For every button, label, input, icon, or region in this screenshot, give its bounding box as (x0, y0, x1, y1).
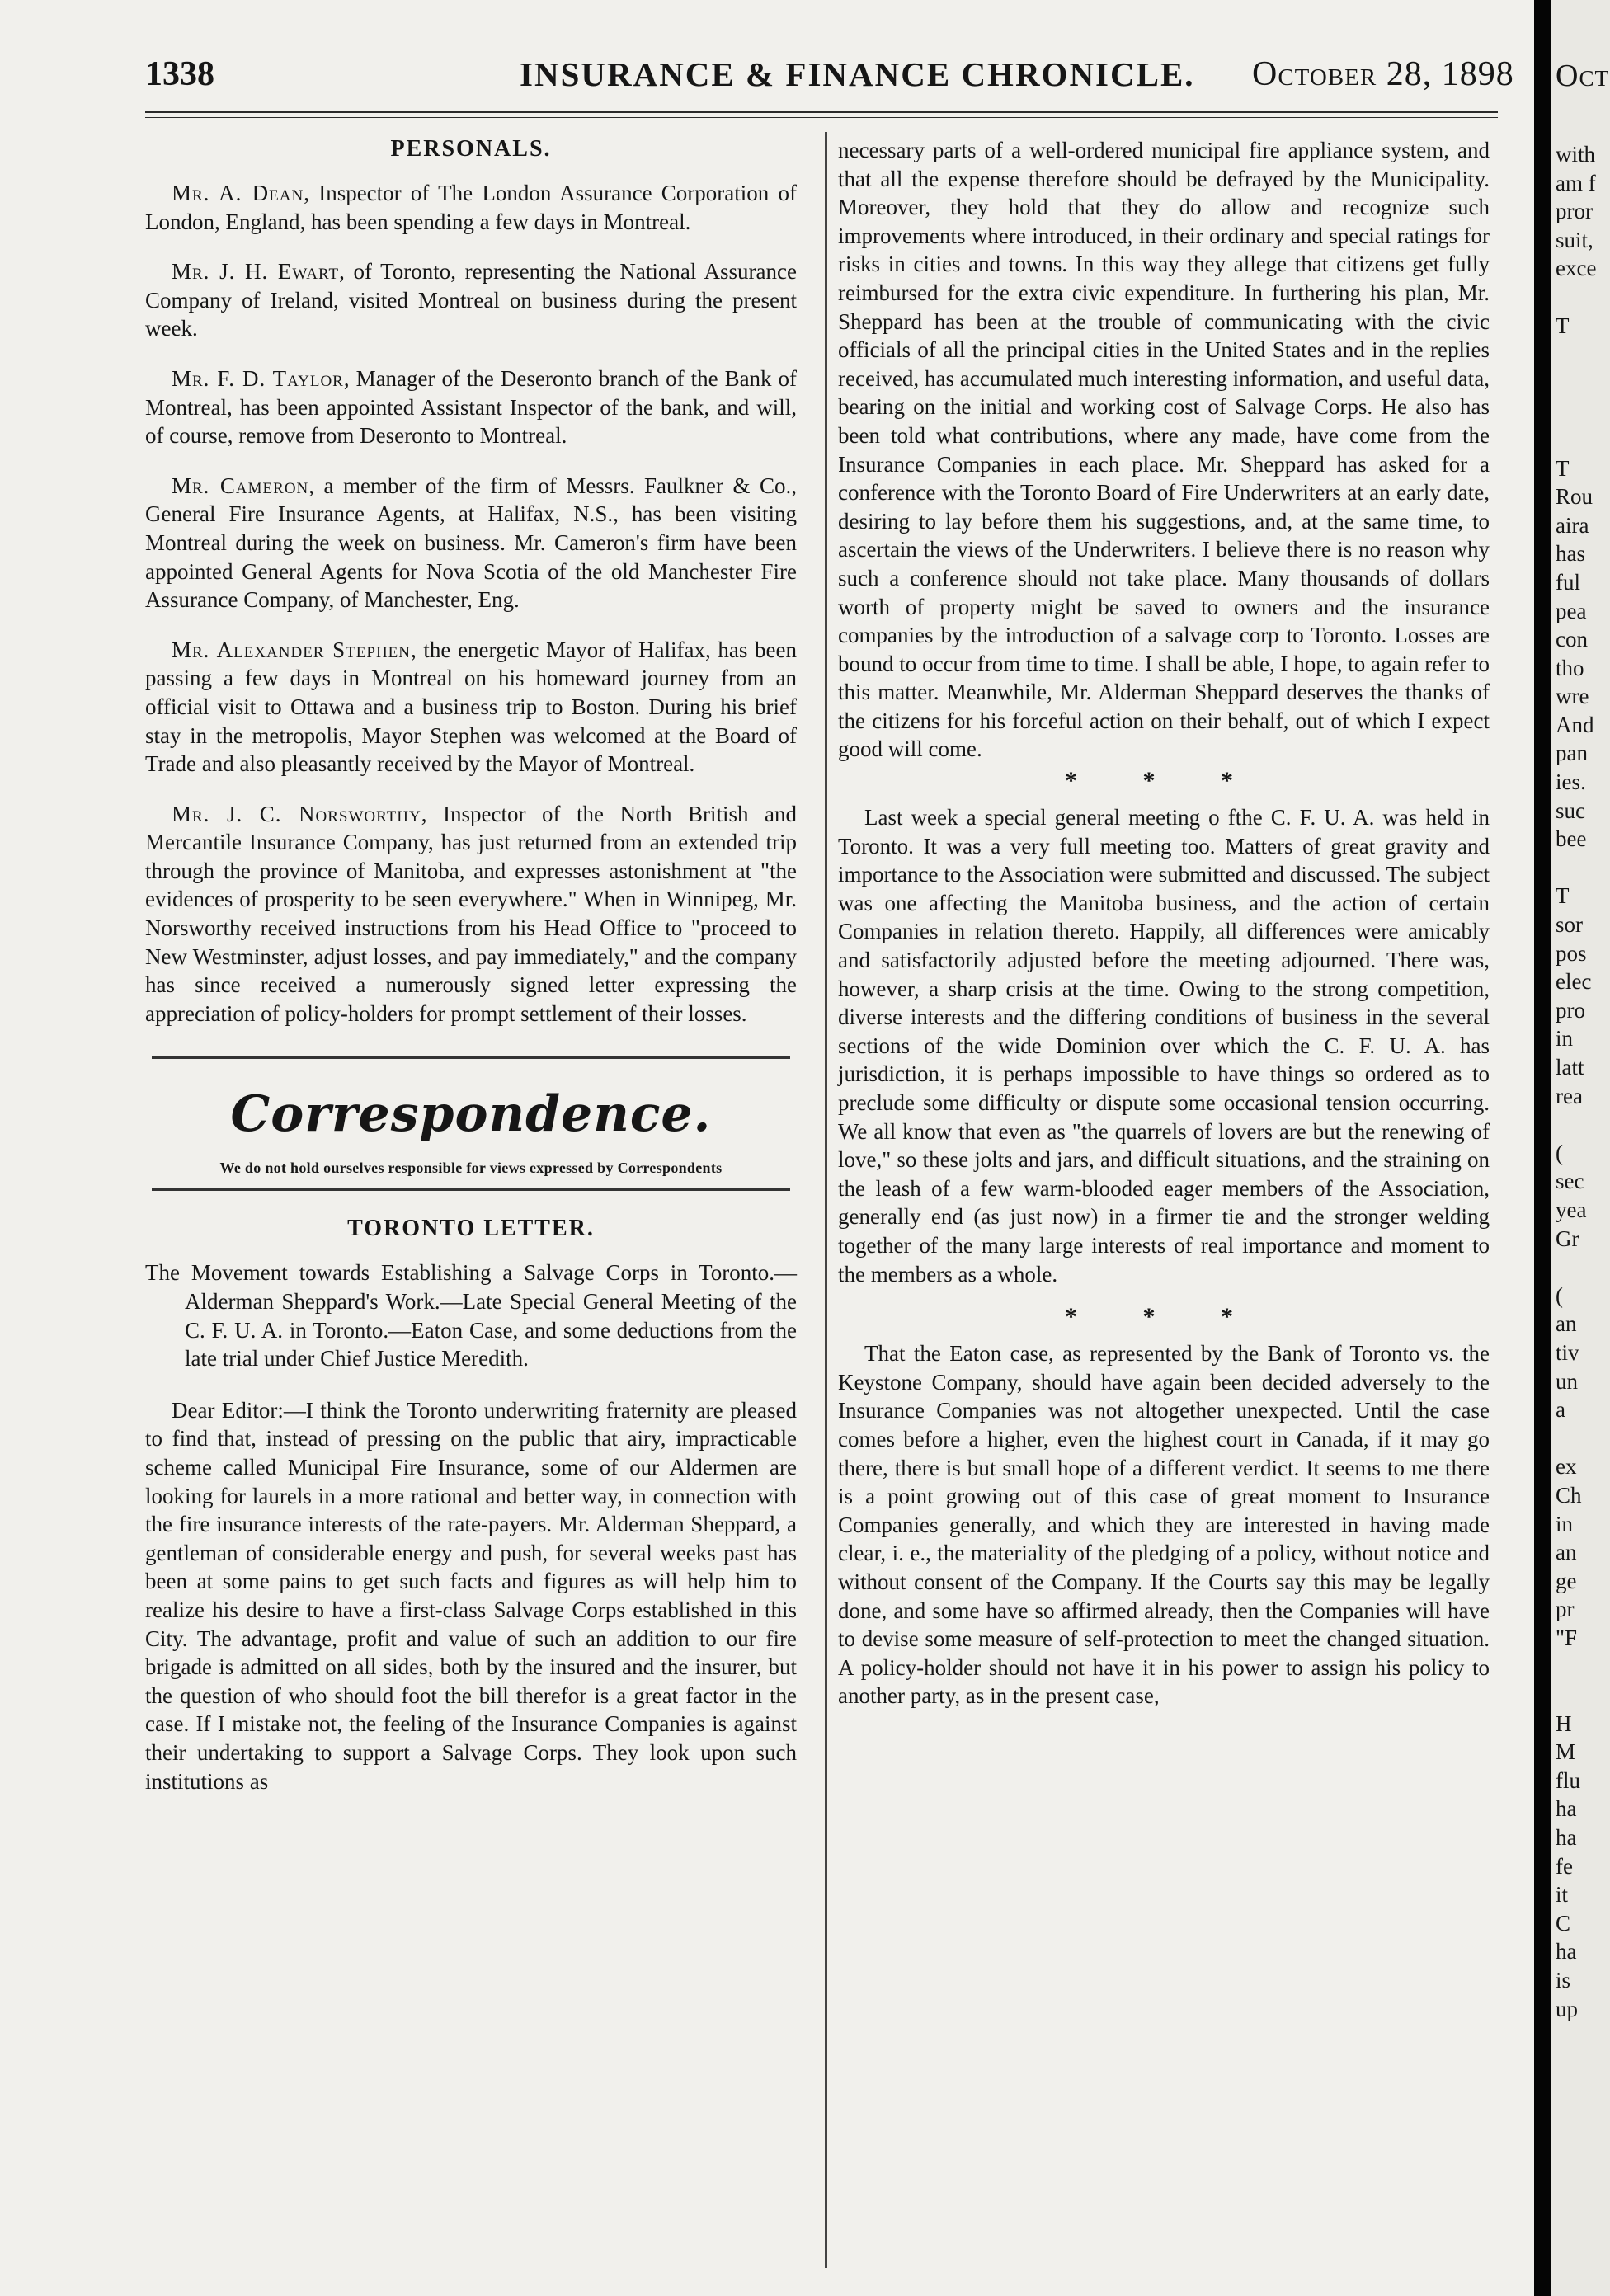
adjacent-page-line: elec (1556, 969, 1592, 995)
adjacent-page-line: un (1556, 1368, 1578, 1394)
personal-item: Mr. F. D. Taylor, Manager of the Deseronto branch of the Bank of Montreal, has been appointed Assistant Inspector of the bank, and will, of course, remove from Deseronto to Montreal. (145, 365, 797, 449)
adjacent-page-line: tiv (1556, 1339, 1579, 1365)
adjacent-page-line (1551, 340, 1610, 369)
adjacent-page-line: fe (1556, 1853, 1573, 1879)
adjacent-page-line: flu (1556, 1767, 1580, 1793)
adjacent-page-line (1551, 1253, 1610, 1282)
adjacent-page-line: yea (1556, 1197, 1587, 1222)
adjacent-page-line: ha (1556, 1796, 1577, 1822)
adjacent-page-line: tho (1556, 655, 1584, 680)
adjacent-page-line (1551, 1681, 1610, 1710)
adjacent-page-line: wre (1556, 684, 1589, 709)
letter-summary: The Movement towards Establishing a Salvage Corps in Toronto.—Alderman Sheppard's Work.—Late Special General Meeting of the C. F. U. A. in Toronto.—Eaton Case, and some deductions from the late trial under Chief Justice Meredith. (145, 1260, 797, 1371)
adjacent-page-fragment (1551, 0, 1610, 2296)
adjacent-page-line: an (1556, 1311, 1577, 1337)
adjacent-page-line: pror (1556, 199, 1593, 224)
adjacent-page-line: is (1556, 1968, 1571, 1993)
page-number: 1338 (145, 55, 214, 93)
letter-paragraph: Last week a special general meeting o fthe C. F. U. A. was held in Toronto. It was a very full meeting too. Matters of great gravity and importance to the Association were submitted and discussed. The subject was one affecting the Manitoba business, and the action of certain Companies in relation thereto. Happily, all differences were amicably and satisfactorily adjusted before the meeting adjourned. There was, however, a sharp crisis at the time. Owing to the strong competition, diverse interests and the differing conditions of business in the several sections of the wide Dominion over which the C. F. U. A. has jurisdiction, it is perhaps impossible to have things so ordered as to preclude some difficulty or dispute some occasional tension occurring. We all know that even as "the quarrels of lovers are but the renewing of love," so these jolts and jars, and difficult situations, and the straining on the leash of a few warm-blooded eager members of the Association, generally end (as just now) in a firmer tie and the stronger welding together of the many large interests of real importance and moment to the members as a whole. (838, 805, 1490, 1287)
adjacent-page-line: H (1556, 1710, 1572, 1736)
adjacent-page-line (1551, 397, 1610, 426)
adjacent-page-line: ( (1556, 1140, 1563, 1165)
adjacent-page-line: rea (1556, 1083, 1583, 1108)
adjacent-page-line (1551, 1424, 1610, 1453)
adjacent-page-line: in (1556, 1511, 1574, 1536)
left-column (145, 136, 797, 1795)
adjacent-page-line: up (1556, 1996, 1578, 2021)
column-divider (825, 132, 827, 2268)
adjacent-page-line: aira (1556, 512, 1589, 538)
letter-paragraph: necessary parts of a well-ordered municipal fire appliance system, and that all the expense therefore should be defrayed by the Municipality. Moreover, they hold that they do allow and recognize such improvements where introduced, in their ordinary and special ratings for risks in cities and towns. In this way they allege that citizens get fully reimbursed for the extra civic expenditure. In furthering his plan, Mr. Sheppard has been at the trouble of communicating with the civic officials of all the principal cities in the United States and in the replies received, has accumulated much interesting information, and useful data, bearing on the initial and working cost of Salvage Corps. He also has been told what contributions, where any made, have come from the Insurance Companies in each place. Mr. Sheppard has asked for a conference with the Toronto Board of Fire Underwriters at an early date, desiring to lay before them his suggestions, and, at the same time, to ascertain the views of the Underwriters. I believe there is no reason why such a conference should not take place. Many thousands of dollars worth of property might be saved to owners and the insurance companies by the introduction of a salvage corp to Toronto. Losses are bound to occur from time to time. I shall be able, I hope, to again refer to this matter. Meanwhile, Mr. Alderman Sheppard deserves the thanks of the citizens for his forceful action on their behalf, out of which I expect good will come. (838, 138, 1490, 762)
adjacent-page-line (1551, 426, 1610, 454)
section-asterism: * * * (1065, 767, 1263, 795)
adjacent-page-line: an (1556, 1540, 1577, 1565)
adjacent-page-line (1551, 854, 1610, 882)
adjacent-page-line: am f (1556, 170, 1596, 195)
person-name: Mr. J. H. Ewart (172, 259, 340, 285)
person-name: Mr. F. D. Taylor (172, 365, 344, 391)
adjacent-page-line (1551, 369, 1610, 398)
adjacent-page-line: con (1556, 627, 1588, 652)
letter-paragraph: Dear Editor:—I think the Toronto underwriting fraternity are pleased to find that, instead of pressing on the public that airy, impracticable scheme called Municipal Fire Insurance, some of our Aldermen are looking for laurels in a more rational and better way, in connection with the fire insurance interests of the rate-payers. Mr. Alderman Sheppard, a gentleman of considerable energy and push, for several weeks past has been at some pains to get such facts and figures as will help him to realize his desire to have a first-class Salvage Corps established in this City. The advantage, profit and value of such an addition to our fire brigade is admitted on all sides, both by the insured and the insurer, but the question of who should foot the bill therefor is a great factor in the case. If I mistake not, the feeling of the Insurance Companies is against their undertaking to support a Salvage Corps. They look upon such institutions as (145, 1397, 797, 1794)
adjacent-page-line: sor (1556, 912, 1583, 938)
adjacent-page-line: ex (1556, 1454, 1577, 1480)
adjacent-page-line: ful (1556, 569, 1580, 595)
adjacent-page-line: pan (1556, 741, 1588, 766)
adjacent-page-line: pea (1556, 598, 1587, 623)
personal-item: Mr. Cameron, a member of the firm of Messrs. Faulkner & Co., General Fire Insurance Agents, at Halifax, N.S., has been visiting Montreal during the week on business. Mr. Cameron's firm have been appointed General Agents for Nova Scotia of the old Manchester Fire Assurance Company, of Manchester, Eng. (145, 473, 797, 613)
adjacent-page-line: pro (1556, 997, 1585, 1023)
page-gutter (1534, 0, 1551, 2296)
adjacent-page-line: with (1556, 142, 1596, 167)
personal-item: Mr. J. H. Ewart, of Toronto, representing the National Assurance Company of Ireland, visited Montreal on business during the present week. (145, 259, 797, 341)
adjacent-page-line: "F (1556, 1625, 1578, 1650)
adjacent-page-line: Ch (1556, 1482, 1582, 1508)
adjacent-page-line: latt (1556, 1055, 1584, 1080)
person-name: Mr. A. Dean (172, 181, 304, 205)
person-name: Mr. Cameron (172, 473, 309, 498)
personal-item: Mr. A. Dean, Inspector of The London Assurance Corporation of London, England, has been spending a few days in Montreal. (145, 181, 797, 234)
adjacent-page-line: exce (1556, 256, 1597, 281)
adjacent-page-line: M (1556, 1739, 1576, 1765)
adjacent-page-line: in (1556, 1026, 1574, 1052)
adjacent-page-line: ( (1556, 1282, 1563, 1308)
adjacent-page-line: has (1556, 541, 1585, 567)
header-rule (145, 111, 1498, 113)
adjacent-page-line (1551, 1652, 1610, 1681)
letter-paragraph: That the Eaton case, as represented by the Bank of Toronto vs. the Keystone Company, should have again been decided adversely to the Insurance Companies was not altogether unexpected. Until the case comes before a higher, even the highest court in Canada, if it may go there, there is but small hope of a different verdict. It seems to me there is a point growing out of this case of great moment to Insurance Companies generally, and which they are interested in having made clear, i. e., the materiality of the pledging of a policy, without notice and without consent of the Company. If the Courts say this may be legally done, and some have so affirmed already, then the Companies will have to devise some measure of self-protection to meet the changed situation. A policy-holder should not have it in his power to assign his policy to another party, as in the present case, (838, 1341, 1490, 1709)
adjacent-page-line (1551, 1110, 1610, 1139)
personal-item: Mr. J. C. Norsworthy, Inspector of the North British and Mercantile Insurance Company, has just returned from an extended trip through the province of Manitoba, and expresses astonishment at "the evidences of prosperity to be seen everywhere." When in Winnipeg, Mr. Norsworthy received instructions from his Head Office to "proceed to New Westminster, adjust losses, and pay immediately," and the company has since received a numerously signed letter expressing the appreciation of policy-holders for prompt settlement of their losses. (145, 801, 797, 1026)
adjacent-page-line: pr (1556, 1597, 1575, 1622)
adjacent-page-line: suit, (1556, 227, 1594, 252)
adjacent-page-line: it (1556, 1882, 1569, 1908)
adjacent-page-line: a (1556, 1397, 1565, 1423)
adjacent-page-line: Gr (1556, 1226, 1579, 1251)
personals-heading: PERSONALS. (390, 136, 552, 162)
adjacent-page-lines (1551, 94, 1610, 2023)
header-rule-thin (145, 117, 1498, 118)
right-column (838, 136, 1490, 1710)
person-name: Mr. J. C. Norsworthy (172, 801, 421, 826)
adjacent-page-line: T (1556, 455, 1570, 481)
issue-date: October 28, 1898 (1252, 55, 1514, 93)
adjacent-page-line: sec (1556, 1169, 1584, 1194)
person-name: Mr. Alexander Stephen (172, 637, 411, 662)
adjacent-page-line (1551, 283, 1610, 312)
adjacent-page-line: suc (1556, 797, 1585, 823)
adjacent-page-line: And (1556, 712, 1594, 737)
page-header (0, 54, 1534, 104)
personal-item: Mr. Alexander Stephen, the energetic Mayor of Halifax, has been passing a few days in Montreal on his homeward journey from an official visit to Ottawa and a business trip to Boston. During his brief stay in the metropolis, Mayor Stephen was welcomed at the Board of Trade and also pleasantly received by the Mayor of Montreal. (145, 637, 797, 777)
adjacent-page-line: ies. (1556, 769, 1586, 795)
adjacent-page-header: Oct (1556, 59, 1609, 93)
adjacent-page-line: T (1556, 313, 1570, 338)
adjacent-page-line: ge (1556, 1568, 1577, 1593)
adjacent-page-line: Rou (1556, 484, 1594, 510)
section-asterism: * * * (1065, 1303, 1263, 1331)
correspondence-title: Correspondence. (230, 1085, 712, 1144)
correspondence-disclaimer: We do not hold ourselves responsible for views expressed by Correspondents (219, 1160, 723, 1177)
adjacent-page-line: ha (1556, 1825, 1577, 1851)
publication-title: INSURANCE & FINANCE CHRONICLE. (520, 55, 1195, 93)
letter-heading: TORONTO LETTER. (347, 1216, 595, 1242)
adjacent-page-line: C (1556, 1910, 1571, 1936)
adjacent-page-line: ha (1556, 1939, 1577, 1964)
adjacent-page-line: bee (1556, 826, 1587, 852)
adjacent-page-line: T (1556, 883, 1570, 909)
adjacent-page-line: pos (1556, 940, 1587, 966)
